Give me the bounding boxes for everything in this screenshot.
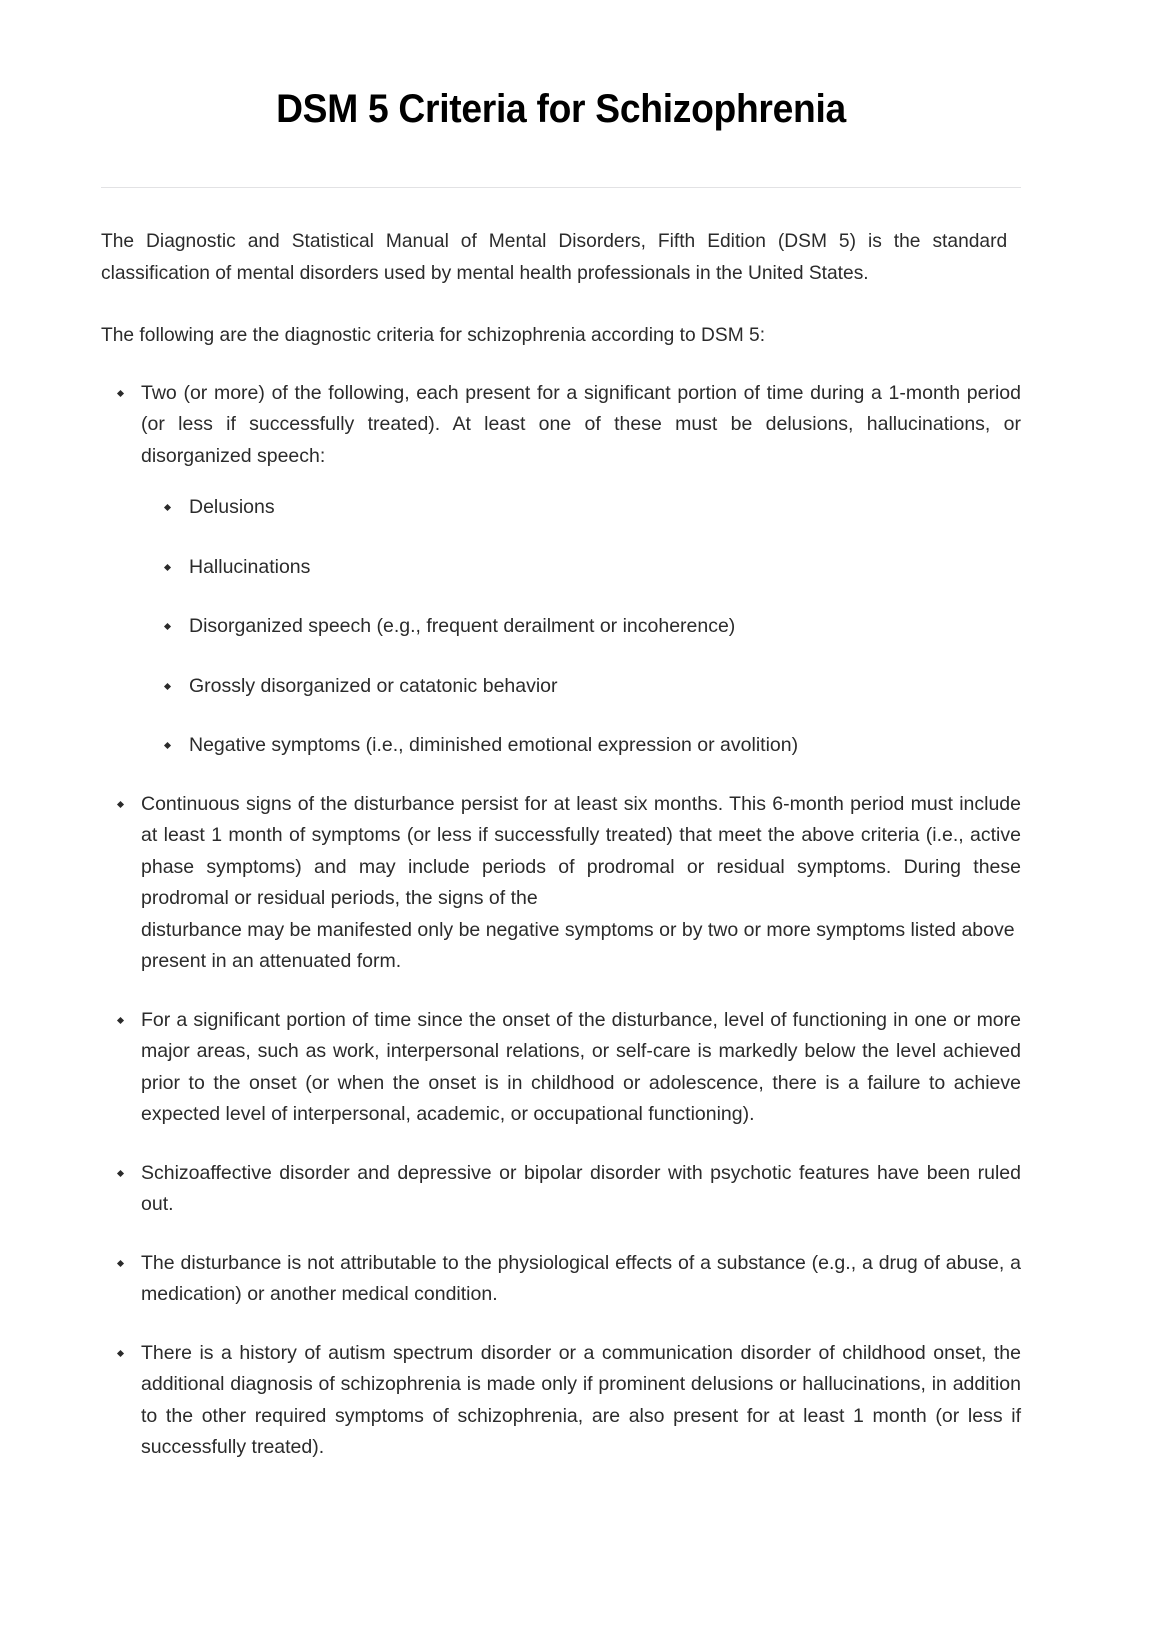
list-item bbox=[141, 552, 1021, 584]
subcriterion-text: Hallucinations bbox=[189, 555, 311, 578]
criteria-sublist bbox=[141, 492, 1021, 762]
list-item bbox=[101, 789, 1021, 978]
page-title: DSM 5 Criteria for Schizophrenia bbox=[276, 87, 846, 131]
bullet-diamond-icon bbox=[164, 563, 171, 570]
list-item bbox=[141, 611, 1021, 643]
list-item bbox=[141, 671, 1021, 703]
bullet-diamond-icon bbox=[117, 1016, 124, 1023]
list-item bbox=[141, 730, 1021, 762]
list-item bbox=[101, 1338, 1021, 1464]
criterion-text: Schizoaffective disorder and depressive or bipolar disorder with psychotic features have been ruled out. bbox=[141, 1161, 1021, 1215]
subcriterion-text: Disorganized speech (e.g., frequent derailment or incoherence) bbox=[189, 615, 736, 637]
criterion-text: Two (or more) of the following, each present for a significant portion of time during a 1-month period (or less if successfully treated). At least one of these must be delusions, hallucinations, or disorganized speech: bbox=[141, 381, 1021, 467]
criterion-text-continued: disturbance may be manifested only be negative symptoms or by two or more symptoms listed above present in an attenuated form. bbox=[141, 918, 1015, 972]
subcriterion-text: Grossly disorganized or catatonic behavior bbox=[189, 674, 558, 697]
document-body bbox=[101, 226, 1021, 1464]
intro-paragraph-1: The Diagnostic and Statistical Manual of Mental Disorders, Fifth Edition (DSM 5) is the standard classification of mental disorders used by mental health professionals in the United States. bbox=[101, 230, 1008, 284]
bullet-diamond-icon bbox=[117, 1349, 124, 1356]
title-divider bbox=[101, 187, 1021, 188]
criterion-text: For a significant portion of time since the onset of the disturbance, level of functioning in one or more major areas, such as work, interpersonal relations, or self-care is markedly below the level achieved prior to the onset (or when the onset is in childhood or adolescence, there is a failure to achieve expected level of interpersonal, academic, or occupational functioning). bbox=[141, 1008, 1021, 1125]
criterion-text: There is a history of autism spectrum disorder or a communication disorder of childhood onset, the additional diagnosis of schizophrenia is made only if prominent delusions or hallucinations, in addition to the other required symptoms of schizophrenia, are also present for at least 1 month (or less if successfully treated). bbox=[141, 1341, 1021, 1458]
criterion-text: The disturbance is not attributable to the physiological effects of a substance (e.g., a drug of abuse, a medication) or another medical condition. bbox=[141, 1251, 1021, 1305]
list-item bbox=[101, 378, 1021, 762]
bullet-diamond-icon bbox=[117, 800, 124, 807]
list-item bbox=[101, 1005, 1021, 1131]
bullet-diamond-icon bbox=[164, 742, 171, 749]
criteria-list bbox=[101, 378, 1021, 1464]
subcriterion-text: Delusions bbox=[189, 496, 275, 518]
subcriterion-text: Negative symptoms (i.e., diminished emotional expression or avolition) bbox=[189, 734, 799, 756]
criterion-text: Continuous signs of the disturbance persist for at least six months. This 6-month period must include at least 1 month of symptoms (or less if successfully treated) that meet the above criteria (i.e., active phase symptoms) and may include periods of prodromal or residual symptoms. During these prodromal or residual periods, the signs of the bbox=[141, 792, 1021, 909]
bullet-diamond-icon bbox=[164, 682, 171, 689]
list-item bbox=[101, 1158, 1021, 1221]
intro-paragraph-2: The following are the diagnostic criteria for schizophrenia according to DSM 5: bbox=[101, 324, 766, 346]
list-item bbox=[141, 492, 1021, 524]
bullet-diamond-icon bbox=[117, 389, 124, 396]
bullet-diamond-icon bbox=[164, 623, 171, 630]
bullet-diamond-icon bbox=[117, 1259, 124, 1266]
document-content-column bbox=[101, 0, 1021, 1464]
list-item bbox=[101, 1248, 1021, 1311]
bullet-diamond-icon bbox=[117, 1169, 124, 1176]
bullet-diamond-icon bbox=[164, 504, 171, 511]
